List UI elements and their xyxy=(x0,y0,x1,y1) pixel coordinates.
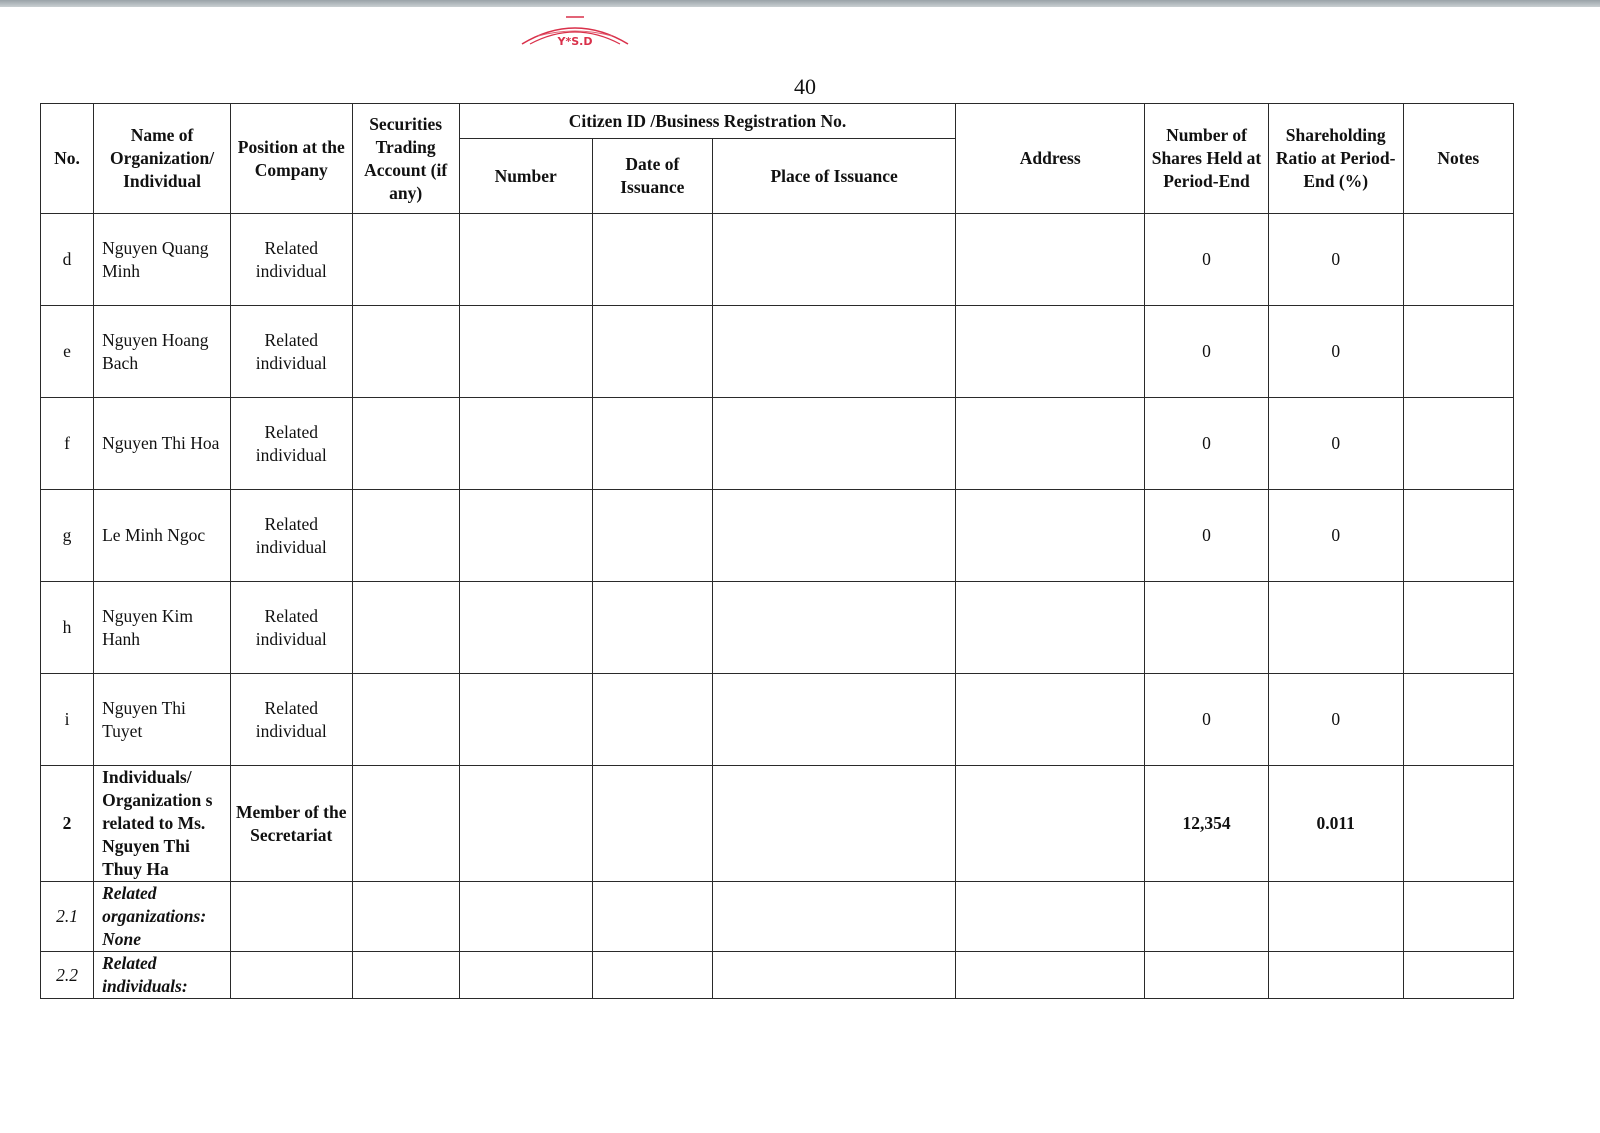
cell-ratio: 0 xyxy=(1268,214,1403,306)
cell-position: Related individual xyxy=(230,582,352,674)
cell-name: Individuals/ Organization s related to Ms. Nguyen Thi Thuy Ha xyxy=(94,766,231,882)
related-persons-table xyxy=(40,103,1514,999)
header-citizen-id-group: Citizen ID /Business Registration No. xyxy=(459,104,955,139)
cell-shares: 0 xyxy=(1145,306,1269,398)
cell-name: Related organizations: None xyxy=(94,882,231,952)
cell-ratio: 0 xyxy=(1268,490,1403,582)
cell-no: d xyxy=(41,214,94,306)
header-shares-held: Number of Shares Held at Period-End xyxy=(1145,104,1269,214)
header-position: Position at the Company xyxy=(230,104,352,214)
header-notes: Notes xyxy=(1403,104,1513,214)
cell-no: h xyxy=(41,582,94,674)
header-trading-account: Securities Trading Account (if any) xyxy=(352,104,459,214)
cell-no: g xyxy=(41,490,94,582)
table-row-group-2-1 xyxy=(41,882,1514,952)
cell-ratio: 0 xyxy=(1268,306,1403,398)
cell-position: Related individual xyxy=(230,214,352,306)
cell-ratio: 0 xyxy=(1268,674,1403,766)
cell-ratio xyxy=(1268,952,1403,999)
cell-name: Nguyen Thi Hoa xyxy=(94,398,231,490)
cell-position: Member of the Secretariat xyxy=(230,766,352,882)
cell-shares xyxy=(1145,582,1269,674)
cell-name: Nguyen Quang Minh xyxy=(94,214,231,306)
header-place-of-issuance: Place of Issuance xyxy=(713,139,956,214)
header-shareholding-ratio: Shareholding Ratio at Period-End (%) xyxy=(1268,104,1403,214)
cell-ratio xyxy=(1268,882,1403,952)
table-row-group-2-2 xyxy=(41,952,1514,999)
cell-position: Related individual xyxy=(230,398,352,490)
cell-ratio: 0 xyxy=(1268,398,1403,490)
cell-shares xyxy=(1145,952,1269,999)
header-address: Address xyxy=(956,104,1145,214)
cell-name: Nguyen Thi Tuyet xyxy=(94,674,231,766)
svg-text:Y*S.D: Y*S.D xyxy=(557,35,593,48)
cell-position: Related individual xyxy=(230,674,352,766)
cell-no: 2.1 xyxy=(41,882,94,952)
cell-name: Related individuals: xyxy=(94,952,231,999)
scan-top-edge xyxy=(0,0,1600,7)
cell-name: Nguyen Hoang Bach xyxy=(94,306,231,398)
cell-ratio xyxy=(1268,582,1403,674)
cell-position: Related individual xyxy=(230,490,352,582)
cell-name: Le Minh Ngoc xyxy=(94,490,231,582)
cell-no: f xyxy=(41,398,94,490)
header-name: Name of Organization/ Individual xyxy=(94,104,231,214)
cell-position xyxy=(230,952,352,999)
page-number: 40 xyxy=(794,74,816,99)
cell-no: e xyxy=(41,306,94,398)
cell-position: Related individual xyxy=(230,306,352,398)
cell-no: 2.2 xyxy=(41,952,94,999)
table-row xyxy=(41,306,1514,398)
cell-shares: 0 xyxy=(1145,398,1269,490)
cell-name: Nguyen Kim Hanh xyxy=(94,582,231,674)
header-id-number: Number xyxy=(459,139,592,214)
cell-no: i xyxy=(41,674,94,766)
header-no: No. xyxy=(41,104,94,214)
table-row xyxy=(41,398,1514,490)
table-row xyxy=(41,490,1514,582)
table-row xyxy=(41,214,1514,306)
table-row xyxy=(41,582,1514,674)
cell-position xyxy=(230,882,352,952)
red-seal-stamp xyxy=(520,14,630,48)
cell-ratio: 0.011 xyxy=(1268,766,1403,882)
cell-shares xyxy=(1145,882,1269,952)
cell-shares: 0 xyxy=(1145,214,1269,306)
header-date-of-issuance: Date of Issuance xyxy=(592,139,713,214)
cell-shares: 0 xyxy=(1145,490,1269,582)
cell-no: 2 xyxy=(41,766,94,882)
table-row-group-2 xyxy=(41,766,1514,882)
cell-shares: 0 xyxy=(1145,674,1269,766)
table-row xyxy=(41,674,1514,766)
cell-shares: 12,354 xyxy=(1145,766,1269,882)
